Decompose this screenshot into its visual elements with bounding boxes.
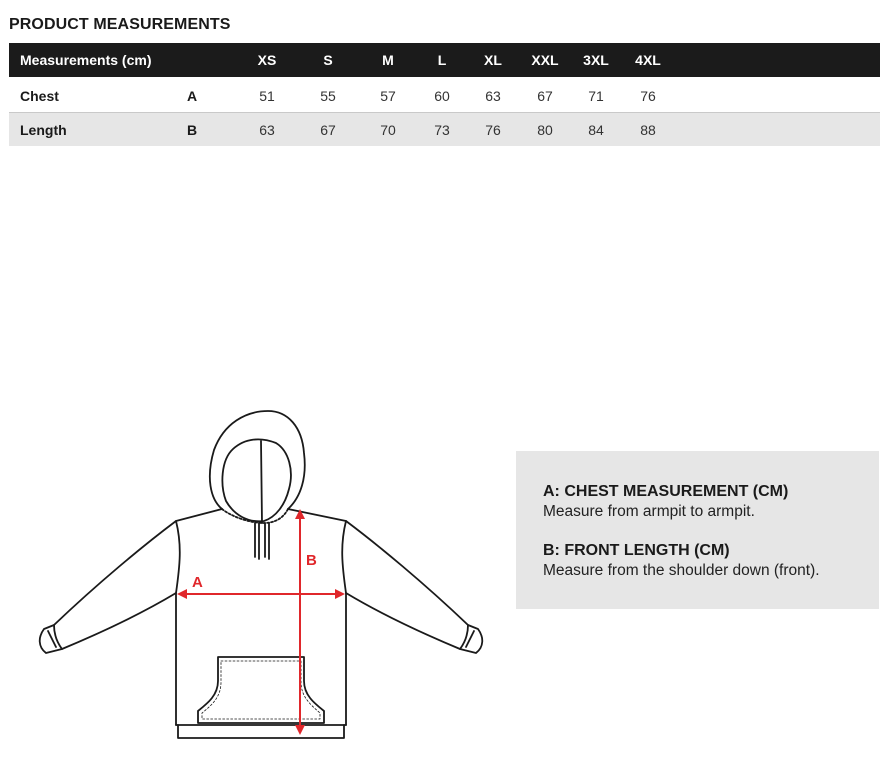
table-cell: 88 <box>640 121 656 138</box>
table-cell: 73 <box>434 121 450 138</box>
size-header-4xl: 4XL <box>635 52 661 68</box>
size-header-xs: XS <box>257 52 277 68</box>
header-label: Measurements (cm) <box>20 52 152 68</box>
row-label-chest: Chest <box>20 87 59 104</box>
measurement-info-box <box>516 451 879 609</box>
table-cell: 55 <box>320 87 336 104</box>
table-cell: 63 <box>259 121 275 138</box>
table-cell: 76 <box>640 87 656 104</box>
table-cell: 60 <box>434 87 450 104</box>
table-cell: 57 <box>380 87 396 104</box>
table-cell: 63 <box>485 87 501 104</box>
size-header-s: S <box>323 52 333 68</box>
hoodie-diagram <box>26 405 496 745</box>
length-info-desc: Measure from the shoulder down (front). <box>543 562 820 579</box>
table-cell: 51 <box>259 87 275 104</box>
table-cell: 76 <box>485 121 501 138</box>
length-measurement-arrow <box>295 509 305 735</box>
chest-info-title: A: CHEST MEASUREMENT (CM) <box>543 483 789 500</box>
label-b: B <box>306 552 317 569</box>
size-header-m: M <box>382 52 394 68</box>
measurements-table <box>9 43 880 146</box>
chest-info-desc: Measure from armpit to armpit. <box>543 503 755 520</box>
hoodie-outline <box>40 411 483 738</box>
length-info-title: B: FRONT LENGTH (CM) <box>543 542 730 559</box>
size-header-l: L <box>437 52 447 68</box>
table-cell: 71 <box>588 87 604 104</box>
table-cell: 70 <box>380 121 396 138</box>
size-header-3xl: 3XL <box>583 52 609 68</box>
size-header-xl: XL <box>484 52 502 68</box>
row-key-chest: A <box>187 87 198 104</box>
size-header-xxl: XXL <box>531 52 559 68</box>
table-cell: 67 <box>320 121 336 138</box>
row-key-length: B <box>187 121 198 138</box>
length-info <box>543 541 820 581</box>
row-label-length: Length <box>20 121 67 138</box>
label-a: A <box>192 574 203 591</box>
table-cell: 80 <box>537 121 553 138</box>
table-row-chest <box>9 79 880 113</box>
table-row-length <box>9 113 880 146</box>
table-cell: 67 <box>537 87 553 104</box>
table-cell: 84 <box>588 121 604 138</box>
table-header-row <box>9 43 880 77</box>
page-title: PRODUCT MEASUREMENTS <box>9 16 231 33</box>
chest-info <box>543 482 788 522</box>
